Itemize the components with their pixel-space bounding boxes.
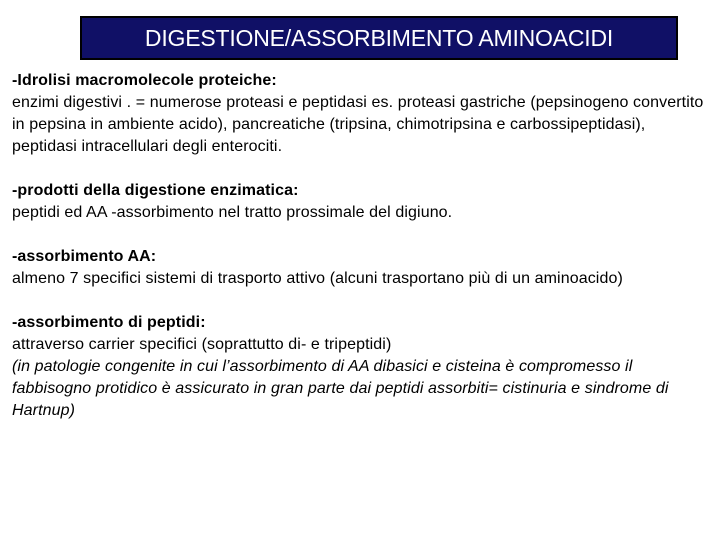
- title-banner: [80, 16, 678, 60]
- section-heading: -Idrolisi macromolecole proteiche:: [12, 72, 277, 89]
- section-heading: -assorbimento di peptidi:: [12, 314, 206, 331]
- slide-content: [12, 70, 712, 444]
- section-protein-hydrolysis: [12, 70, 712, 158]
- section-digestion-products: [12, 180, 712, 224]
- section-body: enzimi digestivi . = numerose proteasi e peptidasi es. proteasi gastriche (pepsinogeno convertito in pepsina in ambiente acido), pancreatiche (tripsina, chimotripsina e carbossipeptidasi), peptidasi intracellulari degli enterociti.: [12, 94, 704, 155]
- page-title: DIGESTIONE/ASSORBIMENTO AMINOACIDI: [144, 24, 614, 51]
- section-body: almeno 7 specifici sistemi di trasporto attivo (alcuni trasportano più di un aminoacido): [12, 270, 623, 287]
- section-body: attraverso carrier specifici (soprattutto di- e tripeptidi): [12, 336, 392, 353]
- section-heading: -prodotti della digestione enzimatica:: [12, 182, 299, 199]
- section-note: (in patologie congenite in cui l’assorbimento di AA dibasici e cisteina è compromesso il fabbisogno protidico è assicurato in gran parte dai peptidi assorbiti= cistinuria e sindrome di Hartnup): [12, 358, 669, 419]
- section-heading: -assorbimento AA:: [12, 248, 157, 265]
- section-body: peptidi ed AA -assorbimento nel tratto prossimale del digiuno.: [12, 204, 453, 221]
- section-aa-absorption: [12, 246, 712, 290]
- section-peptide-absorption: [12, 312, 712, 422]
